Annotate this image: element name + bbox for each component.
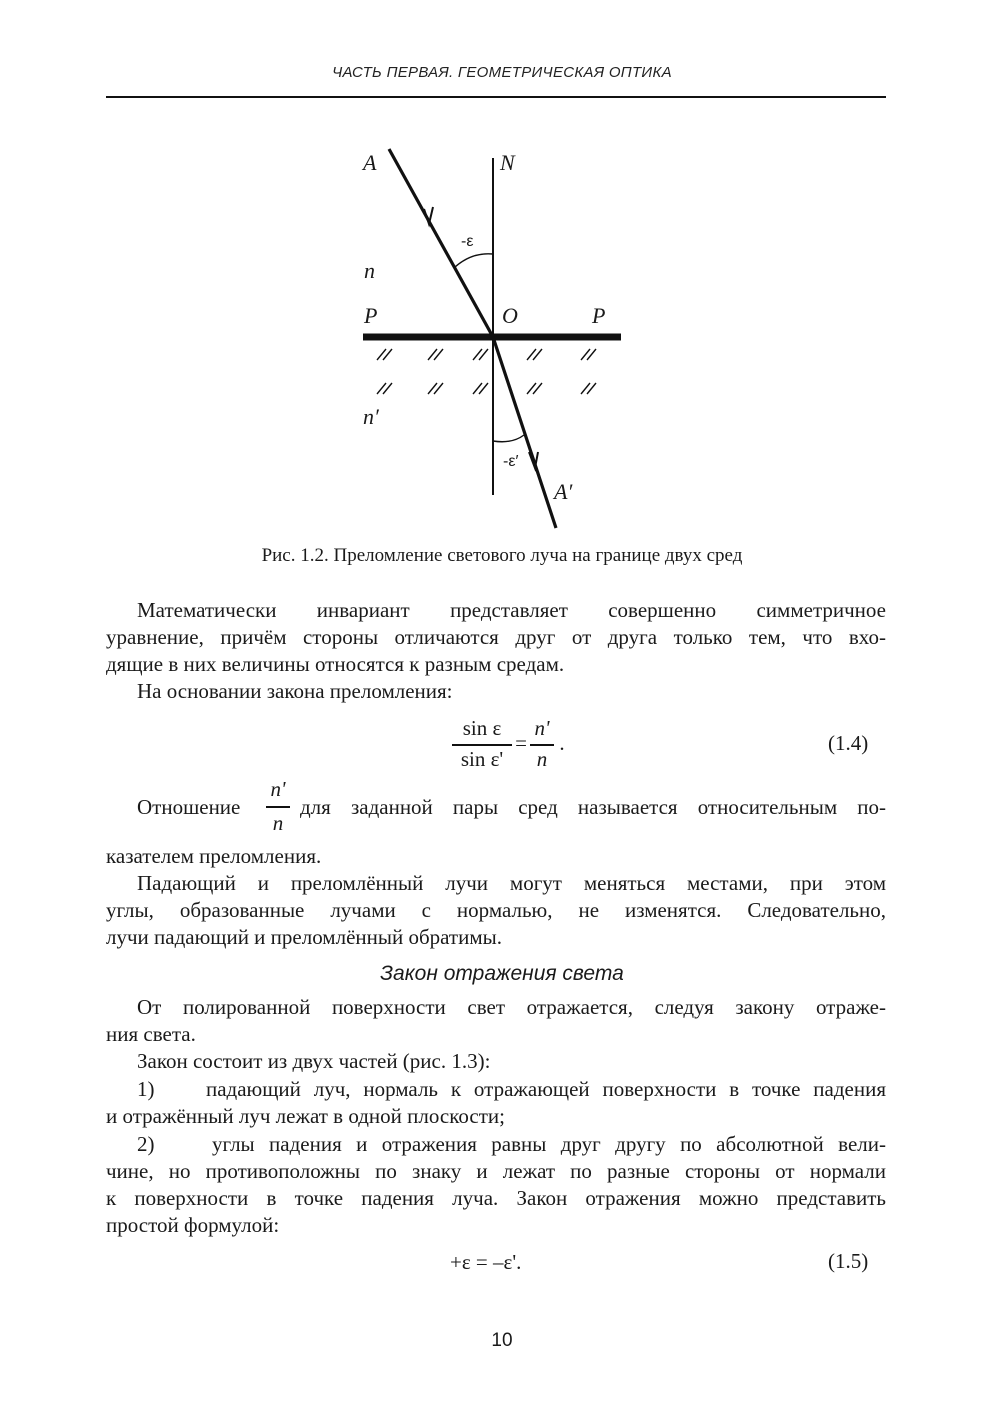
para3-frac-denominator: n	[272, 811, 284, 835]
eq15-number: (1.5)	[828, 1249, 869, 1273]
equation-1-5: +ε = –ε'.	[450, 1250, 522, 1274]
list-item-line: 2) углы падения и отражения равны друг другу по абсолютной вели-	[137, 1132, 886, 1156]
label-A-prime: A′	[554, 479, 573, 504]
page-number: 10	[491, 1330, 513, 1351]
paragraph-line: ния света.	[106, 1022, 196, 1046]
paragraph-line: Математически инвариант представляет совершенно симметричное	[137, 598, 886, 622]
angle-arc-eps	[455, 254, 493, 267]
paragraph-line: углы, образованные лучами с нормалью, не изменятся. Следовательно,	[106, 898, 886, 922]
eq14-number: (1.4)	[828, 731, 869, 755]
label-eps-prime: -ε′	[503, 453, 519, 470]
label-P-left: P	[364, 303, 378, 328]
paragraph-line: От полированной поверхности свет отражается, следуя закону отраже-	[137, 995, 886, 1019]
paragraph-line: Закон состоит из двух частей (рис. 1.3):	[137, 1049, 491, 1073]
running-header: ЧАСТЬ ПЕРВАЯ. ГЕОМЕТРИЧЕСКАЯ ОПТИКА	[332, 64, 672, 81]
eq14-rhs-numerator: n'	[534, 716, 550, 740]
paragraph-line: лучи падающий и преломлённый обратимы.	[106, 925, 502, 949]
eq14-lhs-numerator: sin ε	[462, 716, 502, 740]
label-eps: -ε	[461, 233, 474, 250]
para3-after: для заданной пары сред называется относительным по-	[300, 795, 886, 819]
angle-arc-eps-prime	[493, 435, 524, 442]
paragraph-line: Падающий и преломлённый лучи могут меняться местами, при этом	[137, 871, 886, 895]
label-P-right: P	[592, 303, 606, 328]
list-item-line: чине, но противоположны по знаку и лежат по разные стороны от нормали	[106, 1159, 886, 1183]
list-item-line: к поверхности в точке падения луча. Закон отражения можно представить	[106, 1186, 886, 1210]
figure-caption: Рис. 1.2. Преломление светового луча на границе двух сред	[261, 545, 743, 566]
eq14-period: .	[559, 731, 565, 755]
eq14-equals: =	[515, 731, 527, 755]
list-item-line: 1) падающий луч, нормаль к отражающей поверхности в точке падения	[137, 1077, 886, 1101]
section-heading: Закон отражения света	[380, 962, 624, 985]
paragraph-line: дящие в них величины относятся к разным средам.	[106, 652, 565, 676]
eq14-lhs-denominator: sin ε'	[460, 747, 504, 771]
incident-arrow	[424, 207, 433, 224]
label-A: A	[363, 150, 377, 175]
eq14-rhs-denominator: n	[536, 747, 548, 771]
eq14-rhs-bar	[530, 744, 554, 746]
refracted-ray	[493, 337, 556, 528]
para3-before: Отношение	[137, 795, 241, 819]
label-O: O	[502, 303, 518, 328]
label-N: N	[500, 150, 515, 175]
label-n-prime: n′	[363, 404, 379, 429]
paragraph-line: казателем преломления.	[106, 844, 322, 868]
eq14-lhs-bar	[452, 744, 512, 746]
paragraph-line: уравнение, причём стороны отличаются друг от друга только тем, что вхо-	[106, 625, 886, 649]
list-item-line: и отражённый луч лежат в одной плоскости;	[106, 1104, 505, 1128]
paragraph-line: На основании закона преломления:	[137, 679, 453, 703]
incident-ray	[389, 149, 493, 337]
para3-frac-bar	[266, 806, 290, 808]
refraction-figure	[0, 0, 1004, 540]
para3-frac-numerator: n'	[270, 777, 286, 801]
label-n: n	[364, 258, 375, 283]
list-item-line: простой формулой:	[106, 1213, 280, 1237]
hatching	[377, 349, 596, 394]
